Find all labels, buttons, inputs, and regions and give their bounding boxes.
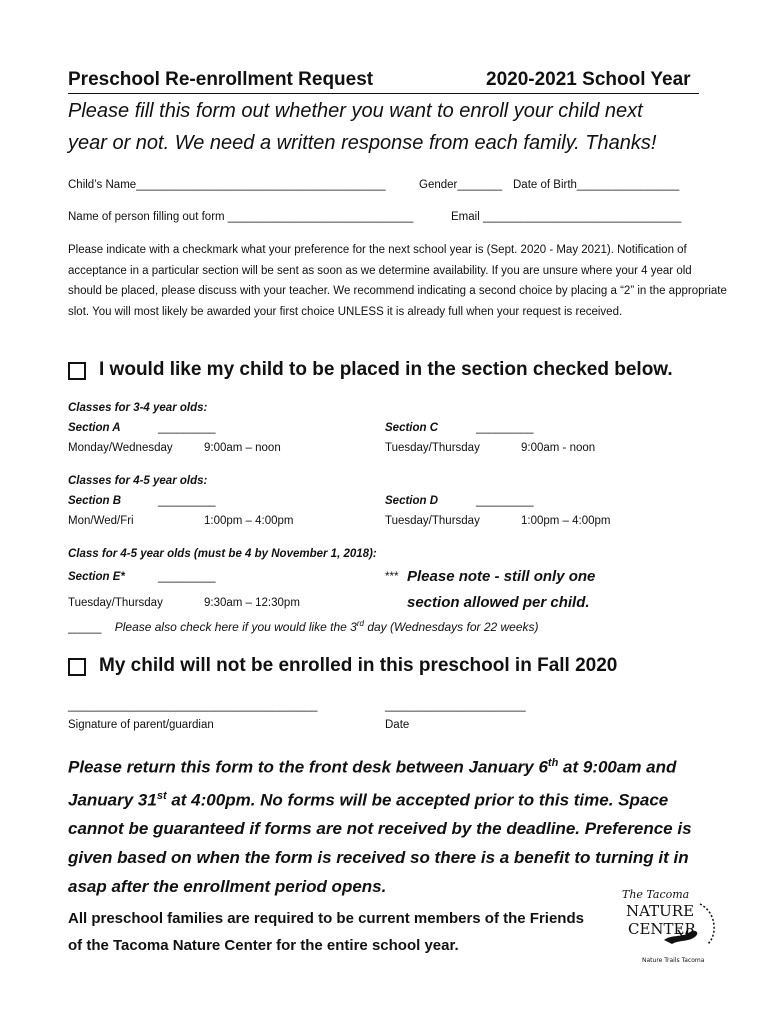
section-e-blank[interactable]: _________ [158,571,216,583]
group-e-label: Class for 4-5 year olds (must be 4 by November 1, 2018): [68,548,377,560]
childs-name-field[interactable]: Child’s Name_______________________________________ [68,179,386,191]
section-a-days: Monday/Wednesday [68,442,173,454]
logo-footer: Nature Trails Tacoma [642,957,705,964]
date-label: Date [385,719,410,731]
not-enroll-option-label: My child will not be enrolled in this preschool in Fall 2020 [99,655,618,676]
logo-line-2: NATURE [626,902,695,920]
return-notice-part-1: Please return this form to the front desk between January 6 [68,757,548,777]
group-3-4-label: Classes for 3-4 year olds: [68,402,208,414]
logo-line-3: CENTER [628,920,696,938]
return-notice [68,749,728,901]
section-b-days: Mon/Wed/Fri [68,515,134,527]
enroll-option-label: I would like my child to be placed in the section checked below. [99,359,673,380]
return-notice-sup-2: st [156,789,167,802]
section-e-time: 9:30am – 12:30pm [204,597,300,609]
third-day-text: Please also check here if you would like the 3 [114,620,357,634]
gender-field[interactable]: Gender_______ [419,179,503,191]
tacoma-nature-center-logo [612,882,732,972]
enroll-checkbox[interactable] [68,362,86,380]
section-e-label: Section E* [68,571,125,583]
third-day-end: day (Wednesdays for 22 weeks) [363,620,539,634]
note-line-2: section allowed per child. [407,594,590,611]
date-line[interactable]: ______________________ [385,700,526,712]
title-underline [68,93,699,94]
section-b-time: 1:00pm – 4:00pm [204,515,294,527]
note-stars: *** [385,571,399,583]
person-name-field[interactable]: Name of person filling out form _____________________________ [68,211,414,223]
membership-notice: All preschool families are required to be current members of the Friends of the Tacoma Nature Center for the entire school year. [68,910,584,954]
section-c-blank[interactable]: _________ [476,422,534,434]
third-day-sup: rd [356,619,364,628]
form-title: Preschool Re-enrollment Request [68,69,374,90]
school-year: 2020-2021 School Year [486,69,691,90]
signature-label: Signature of parent/guardian [68,719,214,731]
section-d-blank[interactable]: _________ [476,495,534,507]
intro-line-2: year or not. We need a written response from each family. Thanks! [68,132,657,154]
section-b-label: Section B [68,495,122,507]
section-a-blank[interactable]: _________ [158,422,216,434]
group-4-5-label: Classes for 4-5 year olds: [68,475,208,487]
third-day-option [68,619,539,634]
return-notice-part-3: at 4:00pm. No forms will be accepted prior to this time. Space cannot be guaranteed if forms are not received by the deadline. Preference is given based on when the form is received so there is a benefit to turning it in asap after the enrollment period opens. [68,790,692,897]
section-e-days: Tuesday/Thursday [68,597,163,609]
not-enroll-checkbox[interactable] [68,658,86,676]
section-c-label: Section C [385,422,439,434]
email-field[interactable]: Email _______________________________ [451,211,682,223]
date-of-birth-field[interactable]: Date of Birth________________ [513,179,680,191]
section-a-label: Section A [68,422,121,434]
section-d-days: Tuesday/Thursday [385,515,480,527]
section-d-time: 1:00pm – 4:00pm [521,515,611,527]
third-day-blank[interactable]: _____ [68,620,102,634]
signature-line[interactable]: _______________________________________ [68,700,318,712]
section-a-time: 9:00am – noon [204,442,281,454]
note-line-1: Please note - still only one [407,568,596,585]
return-notice-part-2: at 9:00am and January 31 [68,757,677,810]
instructions-paragraph: Please indicate with a checkmark what your preference for the next school year is (Sept. 2020 - May 2021). Notification of acceptance in a particular section will be sent as soon as we determine availability. If you are unsure where your 4 year old should be placed, please discuss with your teacher. We recommend indicating a second choice by placing a “2” in the appropriate slot. You will most likely be awarded your first choice UNLESS it is already full when your request is received. [68,244,727,318]
section-d-label: Section D [385,495,439,507]
logo-line-1: The Tacoma [622,888,690,901]
section-c-days: Tuesday/Thursday [385,442,480,454]
section-b-blank[interactable]: _________ [158,495,216,507]
return-notice-sup-1: th [547,757,559,769]
logo-graphic [612,882,732,972]
section-c-time: 9:00am - noon [521,442,596,454]
intro-line-1: Please fill this form out whether you want to enroll your child next [68,100,643,122]
